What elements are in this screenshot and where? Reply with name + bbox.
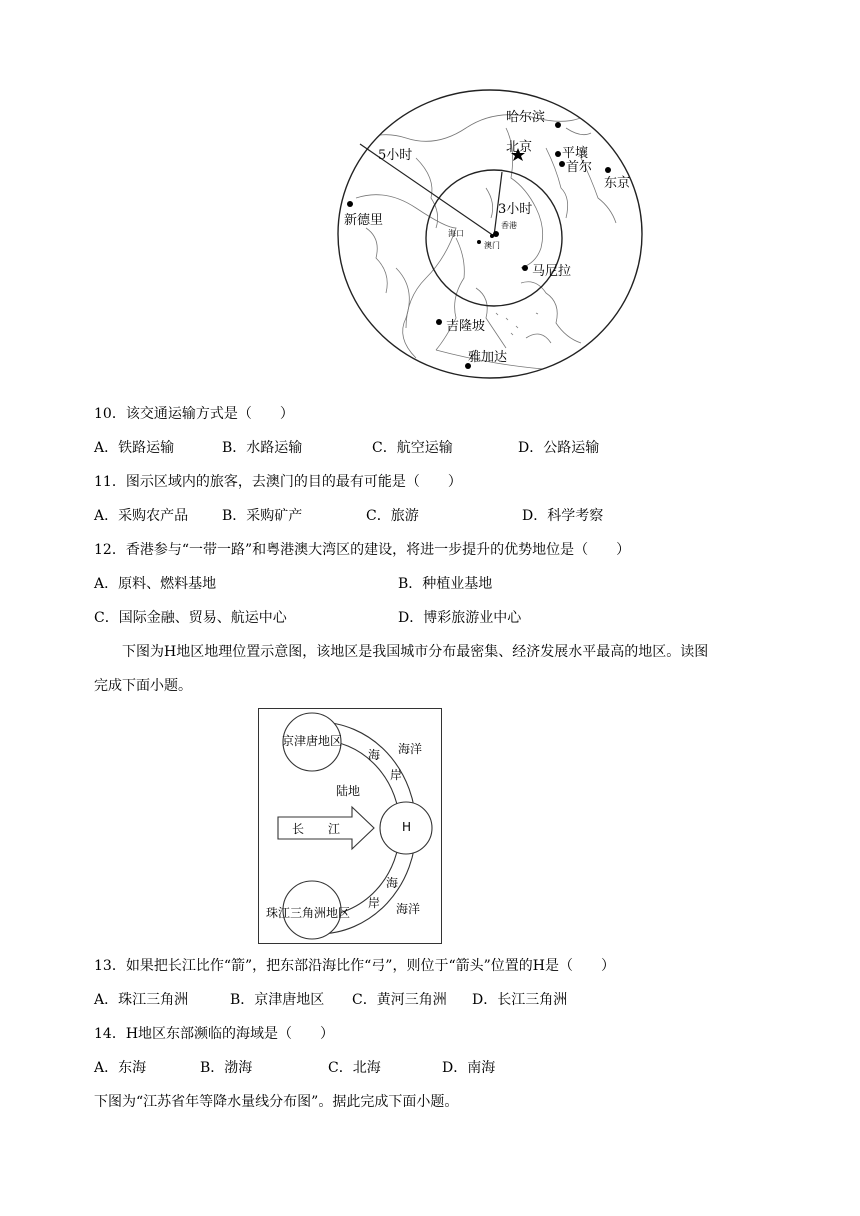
q11-option-b[interactable]: B．采购矿产: [222, 508, 303, 524]
label-changjiang-1: 长: [292, 822, 305, 836]
map-graphic: [336, 88, 644, 380]
city-beijing: 北京: [506, 140, 533, 155]
q14-option-b[interactable]: B．渤海: [200, 1060, 253, 1076]
q12-option-c[interactable]: C．国际金融、贸易、航运中心: [94, 610, 287, 626]
city-kuala-lumpur: 吉隆坡: [446, 319, 486, 334]
question-10-stem: 10．该交通运输方式是（ ）: [94, 406, 294, 422]
q11-option-a[interactable]: A．采购农产品: [94, 508, 189, 524]
label-ocean-bottom: 海洋: [396, 902, 421, 916]
label-land: 陆地: [336, 784, 361, 798]
q13-option-b[interactable]: B．京津唐地区: [230, 992, 325, 1008]
intro-h-line-1: 下图为H地区地理位置示意图，该地区是我国城市分布最密集、经济发展水平最高的地区。读图: [122, 644, 709, 660]
ring-outer-label: 5小时: [378, 148, 413, 163]
city-manila: 马尼拉: [532, 264, 572, 279]
intro-jiangsu: 下图为“江苏省年等降水量线分布图”。据此完成下面小题。: [94, 1094, 459, 1110]
q14-option-d[interactable]: D．南海: [442, 1060, 496, 1076]
city-haikou: 海口: [448, 229, 464, 238]
city-seoul: 首尔: [566, 160, 593, 175]
q10-option-c[interactable]: C．航空运输: [372, 440, 453, 456]
q13-option-d[interactable]: D．长江三角洲: [472, 992, 568, 1008]
label-coast-bottom-1: 海: [386, 876, 399, 890]
label-coast-top-2: 岸: [390, 768, 403, 782]
city-hong-kong: 香港: [501, 221, 517, 230]
flight-time-map: [336, 88, 644, 380]
h-region-diagram: [258, 708, 442, 944]
city-macau: 澳门: [484, 241, 500, 250]
q11-option-c[interactable]: C．旅游: [366, 508, 419, 524]
label-pearl-river-delta: 珠江三角洲地区: [266, 906, 351, 920]
city-new-delhi: 新德里: [344, 213, 384, 228]
city-pyongyang: 平壤: [562, 146, 589, 161]
label-ocean-top: 海洋: [398, 742, 423, 756]
question-12-stem: 12．香港参与“一带一路”和粤港澳大湾区的建设，将进一步提升的优势地位是（ ）: [94, 542, 631, 558]
q10-option-d[interactable]: D．公路运输: [518, 440, 600, 456]
q14-option-c[interactable]: C．北海: [328, 1060, 381, 1076]
question-14-stem: 14．H地区东部濒临的海域是（ ）: [94, 1026, 335, 1042]
label-jingjintang: 京津唐地区: [282, 734, 343, 748]
ring-inner-label: 3小时: [498, 202, 533, 217]
intro-h-line-2: 完成下面小题。: [94, 678, 192, 694]
q12-option-d[interactable]: D．博彩旅游业中心: [398, 610, 522, 626]
q12-option-b[interactable]: B．种植业基地: [398, 576, 493, 592]
label-coast-top-1: 海: [368, 748, 381, 762]
q11-option-d[interactable]: D．科学考察: [522, 508, 604, 524]
label-h: H: [402, 820, 412, 834]
label-changjiang-2: 江: [328, 822, 341, 836]
label-coast-bottom-2: 岸: [368, 896, 381, 910]
question-11-stem: 11．图示区域内的旅客，去澳门的目的最有可能是（ ）: [94, 474, 462, 490]
q10-option-a[interactable]: A．铁路运输: [94, 440, 175, 456]
city-harbin: 哈尔滨: [506, 110, 546, 125]
q12-option-a[interactable]: A．原料、燃料基地: [94, 576, 217, 592]
q13-option-a[interactable]: A．珠江三角洲: [94, 992, 189, 1008]
q14-option-a[interactable]: A．东海: [94, 1060, 147, 1076]
question-13-stem: 13．如果把长江比作“箭”，把东部沿海比作“弓”，则位于“箭头”位置的H是（ ）: [94, 958, 615, 974]
city-tokyo: 东京: [604, 176, 631, 191]
city-jakarta: 雅加达: [468, 350, 508, 365]
q10-option-b[interactable]: B．水路运输: [222, 440, 303, 456]
q13-option-c[interactable]: C．黄河三角洲: [352, 992, 447, 1008]
